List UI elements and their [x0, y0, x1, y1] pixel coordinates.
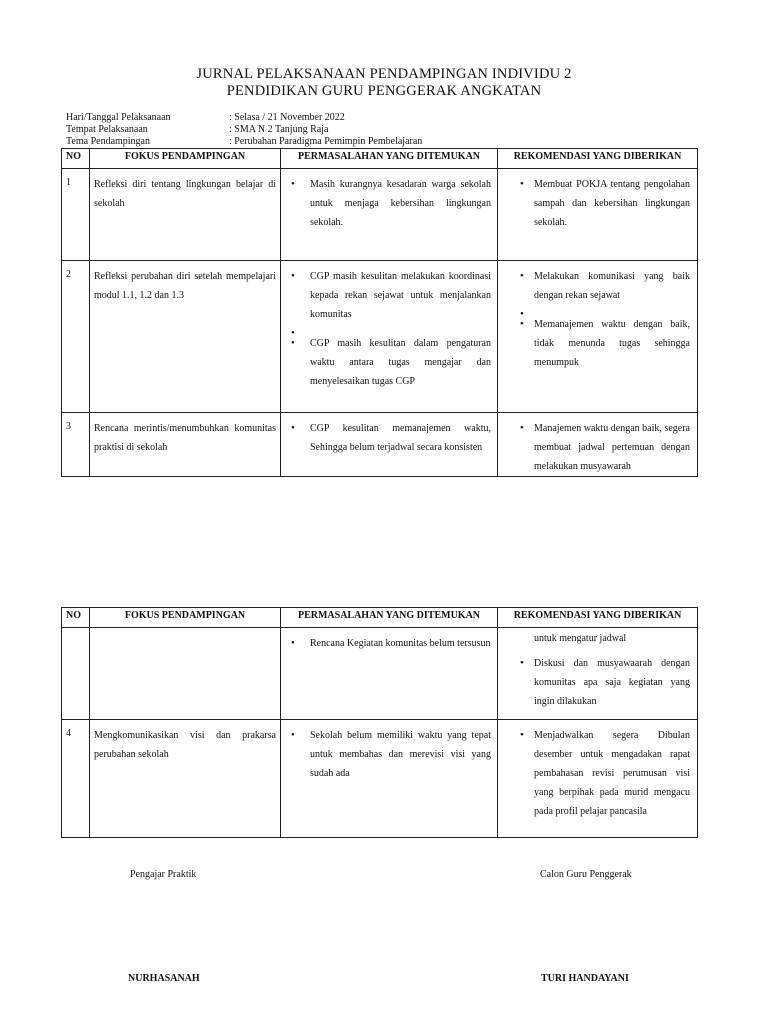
recommendation-item: • Memanajemen waktu dengan baik, tidak menunda tugas sehingga menumpuk	[498, 315, 690, 372]
header-no: NO	[62, 149, 90, 169]
document-title-line1: JURNAL PELAKSANAAN PENDAMPINGAN INDIVIDU 2	[196, 66, 572, 82]
table-row	[62, 261, 698, 413]
row-problems	[281, 720, 498, 838]
problem-item: • Masih kurangnya kesadaran warga sekolah untuk menjaga kebersihan lingkungan sekolah.	[281, 175, 491, 232]
problem-item: • CGP masih kesulitan dalam pengaturan waktu antara tugas mengajar dan menyelesaikan tugas CGP	[281, 334, 491, 391]
row-number: 3	[62, 413, 90, 477]
table-row	[62, 169, 698, 261]
problem-item: • Rencana Kegiatan komunitas belum tersusun	[281, 634, 491, 653]
row-focus: Refleksi perubahan diri setelah mempelajari modul 1.1, 1.2 dan 1.3	[90, 261, 281, 413]
row-recommendations	[498, 720, 698, 838]
problem-item: • CGP masih kesulitan melakukan koordinasi kepada rekan sejawat untuk menjalankan komunitas	[281, 267, 491, 324]
journal-table-2	[61, 607, 698, 838]
table-header-row	[62, 608, 698, 628]
row-number	[62, 628, 90, 720]
problem-item: • CGP kesulitan memanajemen waktu, Sehingga belum terjadwal secara konsisten	[281, 419, 491, 457]
table-row	[62, 628, 698, 720]
row-focus: Rencana merintis/menumbuhkan komunitas praktisi di sekolah	[90, 413, 281, 477]
recommendation-item: • Membuat POKJA tentang pengolahan sampah dan kebersihan lingkungan sekolah.	[498, 175, 690, 232]
signature-right-name: TURI HANDAYANI	[541, 973, 629, 984]
header-problems: PERMASALAHAN YANG DITEMUKAN	[281, 149, 498, 169]
document-title-line2: PENDIDIKAN GURU PENGGERAK ANGKATAN	[226, 83, 542, 99]
header-focus: FOKUS PENDAMPINGAN	[90, 608, 281, 628]
row-problems	[281, 169, 498, 261]
header-problems: PERMASALAHAN YANG DITEMUKAN	[281, 608, 498, 628]
info-place-label: Tempat Pelaksanaan	[66, 124, 148, 135]
table-header-row	[62, 149, 698, 169]
info-date	[66, 112, 345, 124]
recommendation-item: • Menjadwalkan segera Dibulan desember untuk mengadakan rapat pembahasan revisi perumusan visi yang berpihak pada murid mengacu pada profil pelajar pancasila	[498, 726, 690, 821]
table-row	[62, 413, 698, 477]
info-date-value: : Selasa / 21 November 2022	[229, 112, 345, 123]
row-recommendations	[498, 628, 698, 720]
row-recommendations	[498, 169, 698, 261]
recommendation-continued: untuk mengatur jadwal	[534, 633, 627, 644]
info-place	[66, 124, 328, 136]
row-focus: Mengkomunikasikan visi dan prakarsa perubahan sekolah	[90, 720, 281, 838]
header-focus: FOKUS PENDAMPINGAN	[90, 149, 281, 169]
info-place-value: : SMA N 2 Tanjung Raja	[229, 124, 329, 135]
signature-left-role: Pengajar Praktik	[130, 869, 197, 880]
row-number: 2	[62, 261, 90, 413]
signature-left-name: NURHASANAH	[128, 973, 200, 984]
info-date-label: Hari/Tanggal Pelaksanaan	[66, 112, 171, 123]
row-problems	[281, 413, 498, 477]
signature-right-role: Calon Guru Penggerak	[540, 869, 632, 880]
header-recommendations: REKOMENDASI YANG DIBERIKAN	[498, 608, 698, 628]
info-theme-label: Tema Pendampingan	[66, 136, 150, 147]
row-focus: Refleksi diri tentang lingkungan belajar di sekolah	[90, 169, 281, 261]
row-recommendations	[498, 261, 698, 413]
info-theme	[66, 136, 422, 148]
row-number: 1	[62, 169, 90, 261]
row-focus	[90, 628, 281, 720]
row-problems	[281, 628, 498, 720]
recommendation-item: • Diskusi dan musyawaarah dengan komunitas apa saja kegiatan yang ingin dilakukan	[498, 654, 690, 711]
header-recommendations: REKOMENDASI YANG DIBERIKAN	[498, 149, 698, 169]
recommendation-item: • Melakukan komunikasi yang baik dengan rekan sejawat	[498, 267, 690, 305]
table-row	[62, 720, 698, 838]
problem-item: • Sekolah belum memiliki waktu yang tepat untuk membahas dan merevisi visi yang sudah ada	[281, 726, 491, 783]
row-recommendations	[498, 413, 698, 477]
info-theme-value: : Perubahan Paradigma Pemimpin Pembelajaran	[229, 136, 423, 147]
row-problems	[281, 261, 498, 413]
row-number: 4	[62, 720, 90, 838]
recommendation-item: • Manajemen waktu dengan baik, segera membuat jadwal pertemuan dengan melakukan musyawarah	[498, 419, 690, 476]
journal-table-1	[61, 148, 698, 477]
header-no: NO	[62, 608, 90, 628]
